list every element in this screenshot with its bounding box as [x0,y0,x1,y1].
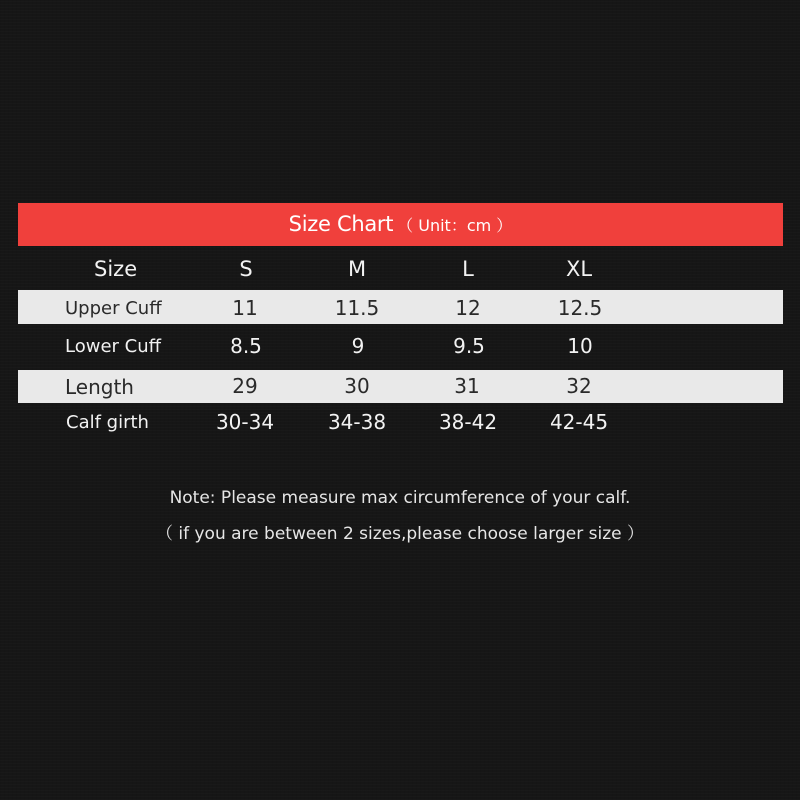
calf-girth-xl: 42-45 [549,410,609,434]
size-header-xl: XL [565,257,593,281]
length-xl: 32 [566,374,592,398]
upper-cuff-s: 11 [232,296,258,320]
lower-cuff-s: 8.5 [230,334,262,358]
upper-cuff-xl: 12.5 [557,296,603,320]
lower-cuff-m: 9 [351,334,365,358]
size-header-m: M [347,257,367,281]
title-bar [18,203,783,246]
size-header-label: Size [94,257,138,281]
lower-cuff-xl: 10 [567,334,593,358]
upper-cuff-m: 11.5 [334,296,380,320]
lower-cuff-l: 9.5 [453,334,485,358]
upper-cuff-l: 12 [455,296,481,320]
row-label-length: Length [65,375,134,399]
chart-title: Size Chart [288,212,394,236]
calf-girth-l: 38-42 [438,410,498,434]
measure-note: Note: Please measure max circumference of your calf. [169,488,631,508]
chart-unit: （ Unit：cm ） [397,216,513,235]
title-text [18,203,783,246]
length-m: 30 [344,374,370,398]
size-advice-note: （ if you are between 2 sizes,please choose larger size ） [155,524,644,544]
length-s: 29 [232,374,258,398]
size-header-l: L [462,257,474,281]
row-label-calf-girth: Calf girth [66,412,149,433]
calf-girth-s: 30-34 [215,410,275,434]
length-l: 31 [454,374,480,398]
size-header-s: S [239,257,253,281]
row-label-upper-cuff: Upper Cuff [65,298,162,319]
row-label-lower-cuff: Lower Cuff [65,336,162,357]
calf-girth-m: 34-38 [327,410,387,434]
